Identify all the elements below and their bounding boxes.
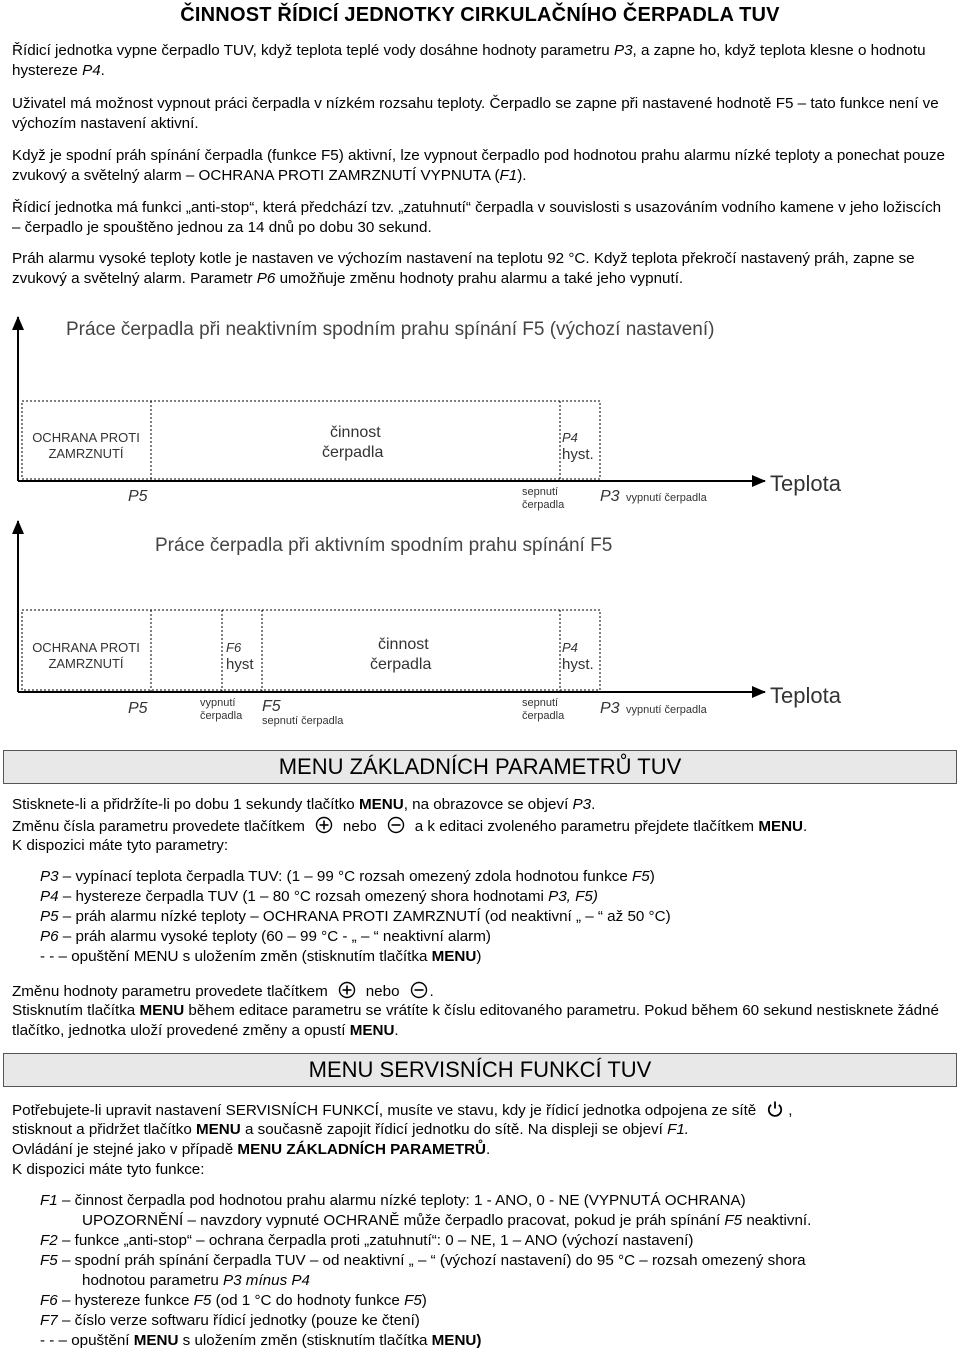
freeze-zone-label-2: ZAMRZNUTÍ	[48, 656, 124, 671]
minus-icon	[410, 981, 428, 999]
list-item: - - – opuštění MENU s uložením změn (stisknutím tlačítka MENU)	[40, 948, 482, 965]
run-zone-label-1: činnost	[330, 424, 381, 441]
list-item: F5 – spodní práh spínání čerpadla TUV – od neaktivní „ – “ (výchozí nastavení) do 95 °C – rozsah omezený shora	[40, 1252, 806, 1269]
pump-off-low-label-2: čerpadla	[200, 710, 243, 722]
pump-on-label-1: sepnutí	[522, 697, 559, 709]
list-item: UPOZORNĚNÍ – navzdory vypnuté OCHRANĚ může čerpadlo pracovat, pokud je práh spínání F5 neaktivní.	[82, 1212, 812, 1229]
f5-label: F5	[262, 698, 281, 715]
p5-label: P5	[128, 488, 148, 505]
service-menu-line-3: Ovládání je stejné jako v případě MENU ZÁKLADNÍCH PARAMETRŮ.	[12, 1141, 491, 1158]
diagram-active-f5	[0, 515, 960, 730]
p3-label: P3	[600, 700, 620, 717]
list-item: F7 – číslo verze softwaru řídicí jednotky (pouze ke čtení)	[40, 1312, 420, 1329]
f6-label: F6	[226, 640, 242, 655]
section-heading-basic-menu: MENU ZÁKLADNÍCH PARAMETRŮ TUV	[3, 750, 957, 784]
list-item: P6 – práh alarmu vysoké teploty (60 – 99 °C - „ – “ neaktivní alarm)	[40, 928, 491, 945]
list-item: F1 – činnost čerpadla pod hodnotou prahu alarmu nízké teploty: 1 - ANO, 0 - NE (VYPNUTÁ OCHRANA)	[40, 1192, 746, 1209]
list-item: hodnotou parametru P3 mínus P4	[82, 1272, 310, 1289]
section-heading-service-menu: MENU SERVISNÍCH FUNKCÍ TUV	[3, 1053, 957, 1087]
pump-on-label-2: čerpadla	[522, 499, 565, 511]
temperature-axis-label: Teplota	[770, 471, 841, 496]
list-item: - - – opuštění MENU s uložením změn (stisknutím tlačítka MENU)	[40, 1332, 482, 1349]
hyst-label: hyst.	[562, 656, 594, 673]
temperature-axis-label: Teplota	[770, 683, 841, 708]
page-title: ČINNOST ŘÍDICÍ JEDNOTKY CIRKULAČNÍHO ČERPADLA TUV	[180, 4, 780, 26]
power-icon	[766, 1100, 784, 1118]
plus-icon	[315, 816, 333, 834]
basic-menu-line-2: Změnu čísla parametru provedete tlačítkem nebo a k editaci zvoleného parametru přejdete tlačítkem MENU.	[12, 818, 808, 835]
diagram-inactive-f5-svg	[0, 305, 960, 515]
service-menu-line-2: stisknout a přidržet tlačítko MENU a současně zapojit řídicí jednotku do sítě. Na displeji se objeví F1.	[12, 1121, 690, 1138]
pump-off-low-label-1: vypnutí	[200, 697, 236, 709]
freeze-zone-label-2: ZAMRZNUTÍ	[48, 446, 124, 461]
parameter-list	[40, 867, 940, 967]
function-list	[40, 1191, 940, 1351]
intro-paragraph-2: Uživatel má možnost vypnout práci čerpadla v nízkém rozsahu teploty. Čerpadlo se zapne při nastavené hodnotě F5 – tato funkce není ve výchozím nastavení aktivní.	[12, 95, 939, 132]
list-item: P3 – vypínací teplota čerpadla TUV: (1 – 99 °C rozsah omezený zdola hodnotou funkce F5)	[40, 868, 655, 885]
pump-off-label: vypnutí čerpadla	[626, 492, 707, 504]
basic-menu-line-4: Změnu hodnoty parametru provedete tlačítkem nebo .	[12, 983, 434, 1000]
diagram-inactive-f5	[0, 305, 960, 515]
freeze-zone-label-1: OCHRANA PROTI	[32, 430, 140, 445]
pump-on-label-2: čerpadla	[522, 710, 565, 722]
intro-paragraph-1: Řídicí jednotka vypne čerpadlo TUV, když teplota teplé vody dosáhne hodnoty parametru P3, a zapne ho, když teplota klesne o hodnotu hystereze P4.	[12, 42, 926, 79]
diagram1-title: Práce čerpadla při neaktivním spodním prahu spínání F5 (výchozí nastavení)	[66, 319, 715, 340]
pump-off-label: vypnutí čerpadla	[626, 704, 707, 716]
plus-icon	[338, 981, 356, 999]
service-menu-line-1: Potřebujete-li upravit nastavení SERVISNÍCH FUNKCÍ, musíte ve stavu, kdy je řídicí jednotka odpojena ze sítě ,	[12, 1102, 793, 1119]
list-item: F2 – funkce „anti-stop“ – ochrana čerpadla proti „zatuhnutí“: 0 – NE, 1 – ANO (výchozí nastavení)	[40, 1232, 694, 1249]
p4-label: P4	[562, 430, 578, 445]
hyst-label: hyst.	[562, 446, 594, 463]
basic-menu-line-1: Stisknete-li a přidržíte-li po dobu 1 sekundy tlačítko MENU, na obrazovce se objeví P3.	[12, 796, 596, 813]
freeze-zone-label-1: OCHRANA PROTI	[32, 640, 140, 655]
service-menu-line-4: K dispozici máte tyto funkce:	[12, 1161, 205, 1178]
run-zone-label-2: čerpadla	[370, 656, 432, 673]
list-item: P5 – práh alarmu nízké teploty – OCHRANA PROTI ZAMRZNUTÍ (od neaktivní „ – “ až 50 °C)	[40, 908, 671, 925]
intro-paragraph-4: Řídicí jednotka má funkci „anti-stop“, která předchází tzv. „zatuhnutí“ čerpadla v souvislosti s usazováním vodního kamene v jeho ložiscích – čerpadlo je spouštěno jednou za 14 dnů po dobu 30 sekund.	[12, 199, 942, 236]
intro-paragraph-5: Práh alarmu vysoké teploty kotle je nastaven ve výchozím nastavení na teplotu 92 °C. Když teplota překročí nastavený práh, zapne se zvukový a světelný alarm. Parametr P6 umožňuje změnu hodnoty prahu alarmu a také jeho vypnutí.	[12, 250, 915, 287]
p3-label: P3	[600, 488, 620, 505]
diagram-active-f5-svg	[0, 515, 960, 730]
minus-icon	[387, 816, 405, 834]
intro-paragraph-3: Když je spodní práh spínání čerpadla (funkce F5) aktivní, lze vypnout čerpadlo pod hodnotou prahu alarmu nízké teploty a ponechat pouze zvukový a světelný alarm – OCHRANA PROTI ZAMRZNUTÍ VYPNUTA (F1).	[12, 147, 945, 184]
basic-menu-line-3: K dispozici máte tyto parametry:	[12, 837, 229, 854]
pump-on-label-1: sepnutí	[522, 486, 559, 498]
run-zone-label-2: čerpadla	[322, 444, 384, 461]
p5-label: P5	[128, 700, 148, 717]
f6-hyst-label: hyst	[226, 656, 254, 673]
f5-pump-on-label: sepnutí čerpadla	[262, 715, 344, 727]
basic-menu-line-5: Stisknutím tlačítka MENU během editace parametru se vrátíte k číslu editovaného parametru. Pokud během 60 sekund nestisknete žádné tlačítko, jednotka uloží provedené změny a opustí MENU.	[12, 1002, 939, 1039]
list-item: P4 – hystereze čerpadla TUV (1 – 80 °C rozsah omezený shora hodnotami P3, F5)	[40, 888, 598, 905]
diagram2-title: Práce čerpadla při aktivním spodním prahu spínání F5	[155, 535, 613, 556]
list-item: F6 – hystereze funkce F5 (od 1 °C do hodnoty funkce F5)	[40, 1292, 427, 1309]
p4-label: P4	[562, 640, 578, 655]
run-zone-label-1: činnost	[378, 636, 429, 653]
